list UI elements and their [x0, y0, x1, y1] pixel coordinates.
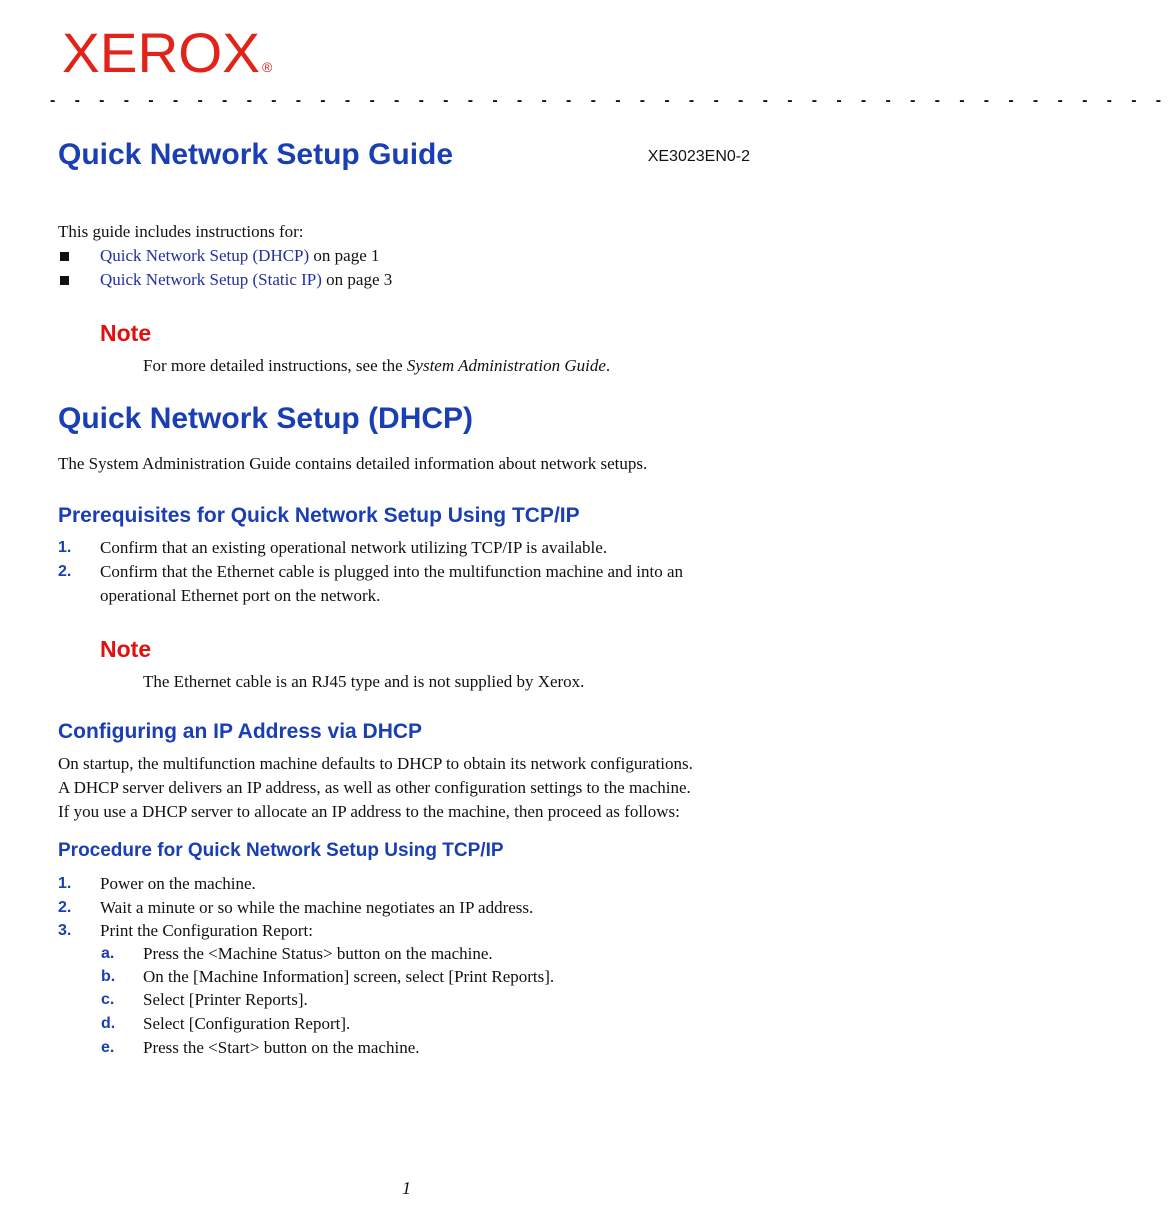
list-item: Power on the machine. [100, 874, 256, 893]
page-title: Quick Network Setup Guide [58, 138, 454, 171]
svg-text:®: ® [262, 59, 273, 75]
page-number: 1 [402, 1178, 411, 1198]
note-text [143, 354, 610, 378]
document-number: XE3023EN0-2 [647, 148, 750, 165]
list-number: 1. [58, 539, 72, 556]
sublist-item: Select [Printer Reports]. [143, 990, 308, 1009]
list-item: Confirm that the Ethernet cable is plugged into the multifunction machine and into an [100, 562, 684, 581]
sublist-item: Press the <Start> button on the machine. [143, 1038, 420, 1057]
sublist-letter: a. [101, 945, 115, 962]
sublist-letter: d. [101, 1015, 116, 1032]
prereq-heading: Prerequisites for Quick Network Setup Using TCP/IP [58, 504, 580, 527]
list-item: Print the Configuration Report: [100, 921, 313, 940]
note-text-suffix: . [605, 356, 611, 375]
note-heading: Note [100, 320, 152, 346]
note-heading: Note [100, 636, 152, 662]
sublist-item: Select [Configuration Report]. [143, 1014, 351, 1033]
list-item-continuation: operational Ethernet port on the network. [100, 586, 381, 605]
note-text-italic: System Administration Guide [406, 356, 606, 375]
link-static-ip-setup[interactable]: Quick Network Setup (Static IP) [100, 270, 322, 289]
config-line: If you use a DHCP server to allocate an IP address to the machine, then proceed as follows: [58, 802, 680, 821]
intro-lead: This guide includes instructions for: [58, 222, 304, 241]
config-line: A DHCP server delivers an IP address, as well as other configuration settings to the machine. [58, 778, 691, 797]
config-line: On startup, the multifunction machine defaults to DHCP to obtain its network configurations. [58, 754, 693, 773]
list-item: Confirm that an existing operational network utilizing TCP/IP is available. [100, 538, 608, 557]
xerox-logo [62, 18, 302, 84]
link-dhcp-setup[interactable]: Quick Network Setup (DHCP) [100, 246, 310, 265]
sublist-item: On the [Machine Information] screen, select [Print Reports]. [143, 967, 555, 986]
sublist-letter: b. [101, 968, 116, 985]
section-body: The System Administration Guide contains detailed information about network setups. [58, 454, 648, 473]
config-heading: Configuring an IP Address via DHCP [58, 720, 423, 743]
sublist-item: Press the <Machine Status> button on the machine. [143, 944, 493, 963]
list-item: Wait a minute or so while the machine negotiates an IP address. [100, 898, 534, 917]
section-title-dhcp: Quick Network Setup (DHCP) [58, 402, 474, 435]
list-number: 3. [58, 922, 72, 939]
link-suffix: on page 1 [309, 246, 380, 265]
list-number: 1. [58, 875, 72, 892]
list-number: 2. [58, 899, 72, 916]
sublist-letter: e. [101, 1039, 115, 1056]
list-number: 2. [58, 563, 72, 580]
square-bullet-icon [60, 276, 69, 285]
procedure-heading: Procedure for Quick Network Setup Using TCP/IP [58, 840, 504, 861]
header-separator: - - - - - - - - - - - - - - - - - - - - - - - - - - - - - - - - - - - - - - - - - - - - - - [50, 92, 1169, 109]
sublist-letter: c. [101, 991, 115, 1008]
xerox-logo-icon [62, 18, 302, 84]
link-suffix: on page 3 [321, 270, 393, 289]
square-bullet-icon [60, 252, 69, 261]
note-text-prefix: For more detailed instructions, see the [143, 356, 407, 375]
note-text: The Ethernet cable is an RJ45 type and is not supplied by Xerox. [143, 672, 585, 691]
svg-text:XEROX: XEROX [62, 21, 260, 84]
